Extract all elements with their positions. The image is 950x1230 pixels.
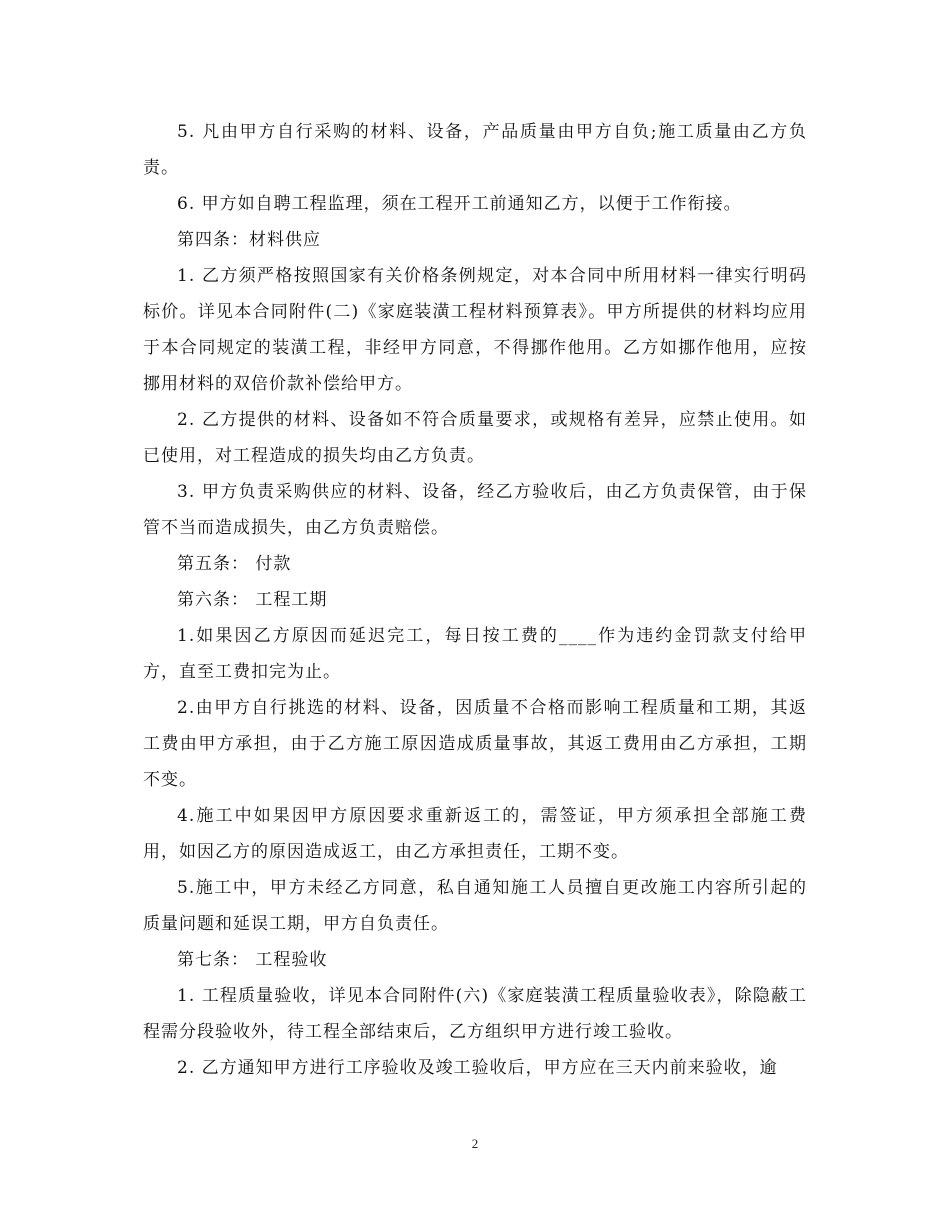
article-6-heading: 第六条： 工程工期 (177, 590, 328, 610)
article-6-item-1: 1.如果因乙方原因而延迟完工，每日按工费的____作为违约金罚款支付给甲方，直至工费扣完为止。 (143, 626, 807, 682)
article-6-item-2: 2.由甲方自行挑选的材料、设备，因质量不合格而影响工程质量和工期，其返工费由甲方承担，由于乙方施工原因造成质量事故，其返工费用由乙方承担，工期不变。 (143, 698, 807, 790)
article-4-item-1: 1. 乙方须严格按照国家有关价格条例规定，对本合同中所用材料一律实行明码标价。详见本合同附件(二)《家庭装潢工程材料预算表》。甲方所提供的材料均应用于本合同规定的装潢工程，非经甲方同意，不得挪作他用。乙方如挪作他用，应按挪用材料的双倍价款补偿给甲方。 (143, 266, 807, 394)
article-6-item-5: 5.施工中，甲方未经乙方同意，私自通知施工人员擅自更改施工内容所引起的质量问题和延误工期，甲方自负责任。 (143, 878, 807, 934)
article-5-heading: 第五条： 付款 (177, 554, 292, 574)
page-number: 2 (471, 1136, 479, 1151)
article-4-item-2: 2. 乙方提供的材料、设备如不符合质量要求，或规格有差异，应禁止使用。如已使用，对工程造成的损失均由乙方负责。 (143, 410, 807, 466)
clause-5-material-quality: 5. 凡由甲方自行采购的材料、设备，产品质量由甲方自负;施工质量由乙方负责。 (143, 122, 807, 178)
article-4-heading: 第四条：材料供应 (177, 230, 321, 250)
article-6-item-4: 4.施工中如果因甲方原因要求重新返工的，需签证，甲方须承担全部施工费用，如因乙方的原因造成返工，由乙方承担责任，工期不变。 (143, 806, 807, 862)
article-7-heading: 第七条： 工程验收 (177, 950, 328, 970)
article-7-item-2: 2. 乙方通知甲方进行工序验收及竣工验收后，甲方应在三天内前来验收，逾 (177, 1058, 778, 1078)
document-body (143, 114, 807, 1086)
clause-6-supervision-notice: 6. 甲方如自聘工程监理，须在工程开工前通知乙方，以便于工作衔接。 (177, 194, 742, 214)
article-7-item-1: 1. 工程质量验收，详见本合同附件(六)《家庭装潢工程质量验收表》，除隐蔽工程需分段验收外，待工程全部结束后，乙方组织甲方进行竣工验收。 (143, 986, 807, 1042)
article-4-item-3: 3. 甲方负责采购供应的材料、设备，经乙方验收后，由乙方负责保管，由于保管不当而造成损失，由乙方负责赔偿。 (143, 482, 807, 538)
